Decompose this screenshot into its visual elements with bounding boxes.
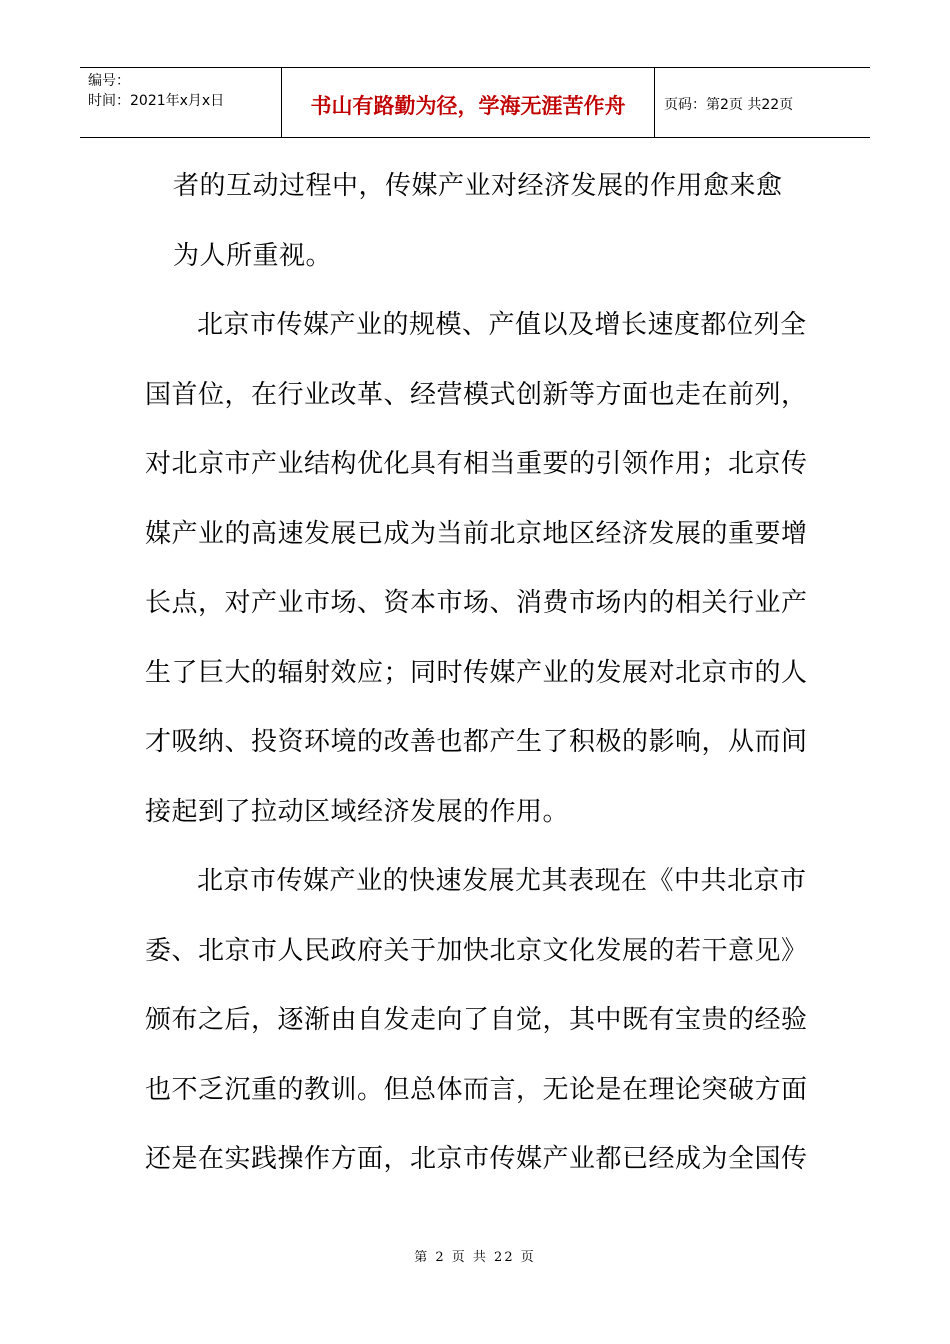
document-date-label: 时间：2021年x月x日 [88,93,225,109]
body-line: 长点，对产业市场、资本市场、消费市场内的相关行业产 [145,588,808,618]
paragraph-start-line: 北京市传媒产业的快速发展尤其表现在《中共北京市 [197,866,807,896]
body-line: 生了巨大的辐射效应；同时传媒产业的发展对北京市的人 [145,657,808,688]
body-line: 颁布之后，逐渐由自发走向了自觉，其中既有宝贵的经验 [145,1005,808,1035]
body-line: 还是在实践操作方面，北京市传媒产业都已经成为全国传 [145,1144,808,1174]
document-number-label: 编号： [88,73,130,89]
header-motto: 书山有路勤为径，学海无涯苦作舟 [282,68,655,137]
document-body [145,152,810,1195]
body-line: 也不乏沉重的教训。但总体而言，无论是在理论突破方面 [145,1074,808,1105]
body-line: 为人所重视。 [173,240,333,271]
header-meta-cell [80,68,282,137]
page-header [80,67,870,138]
body-line: 媒产业的高速发展已成为当前北京地区经济发展的重要增 [145,518,808,549]
body-line: 对北京市产业结构优化具有相当重要的引领作用；北京传 [145,449,808,479]
body-line: 接起到了拉动区域经济发展的作用。 [145,796,570,827]
body-line: 国首位，在行业改革、经营模式创新等方面也走在前列， [145,379,808,410]
body-line: 才吸纳、投资环境的改善也都产生了积极的影响，从而间 [145,727,808,757]
paragraph-start-line: 北京市传媒产业的规模、产值以及增长速度都位列全 [197,310,807,340]
body-line: 者的互动过程中，传媒产业对经济发展的作用愈来愈 [173,171,783,201]
page-footer: 第 2 页 共 22 页 [414,1250,536,1265]
body-line: 委、北京市人民政府关于加快北京文化发展的若干意见》 [145,935,808,966]
header-page-info: 页码：第2页 共22页 [664,96,794,113]
